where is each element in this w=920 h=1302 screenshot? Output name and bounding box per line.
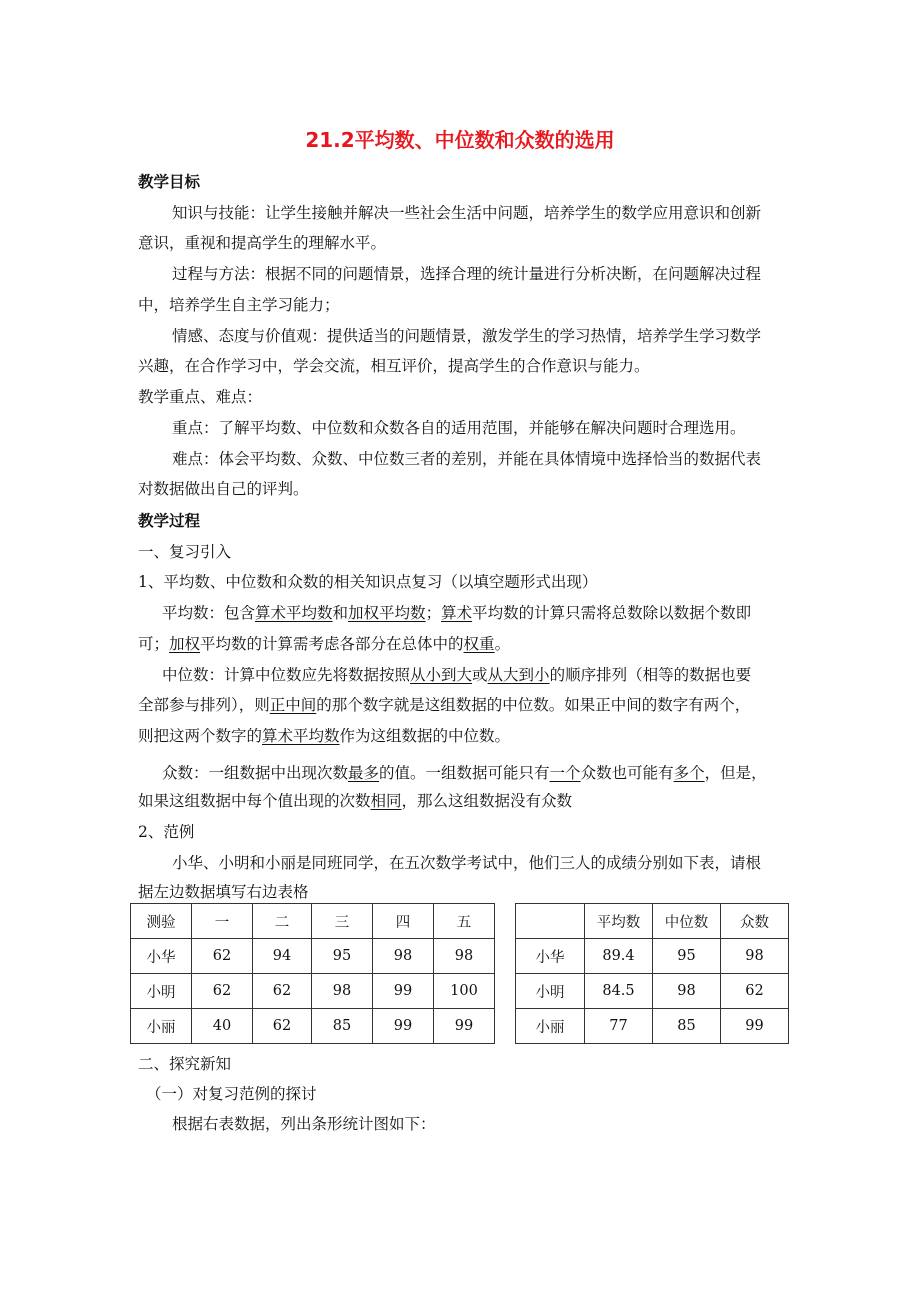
text: 平均数：包含 [162, 604, 256, 622]
blank-answer: 加权 [169, 635, 201, 653]
blank-answer: 算术平均数 [255, 604, 333, 622]
table-header-row [516, 904, 789, 939]
table-cell: 小明 [516, 974, 585, 1009]
blank-answer: 从小到大 [410, 666, 473, 684]
objectives-heading: 教学目标 [138, 173, 201, 191]
mode-line1 [162, 763, 767, 783]
keypoints-heading: 教学重点、难点： [138, 388, 263, 406]
table-cell: 99 [721, 1009, 789, 1044]
blank-answer: 加权平均数 [348, 604, 426, 622]
table-cell: 98 [373, 939, 434, 974]
objective-process-line2: 中，培养学生自主学习能力； [138, 296, 340, 314]
text: 。 [494, 635, 511, 653]
text: 可； [138, 635, 170, 653]
table-cell: 84.5 [585, 974, 653, 1009]
table-header-cell: 测验 [131, 904, 192, 939]
table-cell: 62 [721, 974, 789, 1009]
mean-line1 [162, 603, 751, 623]
objective-knowledge-line1: 知识与技能：让学生接触并解决一些社会生活中问题，培养学生的数学应用意识和创新 [172, 204, 762, 222]
blank-answer: 最多 [348, 764, 380, 782]
blank-answer: 算术平均数 [262, 727, 340, 745]
table-cell: 62 [192, 939, 253, 974]
text: 的值。一组数据可能只有 [379, 764, 550, 782]
table-row [516, 1009, 789, 1044]
mean-line2 [138, 634, 510, 654]
table-header-cell: 平均数 [585, 904, 653, 939]
table-header-cell: 中位数 [653, 904, 721, 939]
median-line2 [138, 695, 750, 715]
table-cell: 77 [585, 1009, 653, 1044]
text: 和 [332, 604, 349, 622]
section-explore: 二、探究新知 [138, 1055, 232, 1073]
text: 众数：一组数据中出现次数 [162, 764, 349, 782]
key-point: 重点：了解平均数、中位数和众数各自的适用范围，并能够在解决问题时合理选用。 [172, 419, 746, 437]
table-header-cell: 众数 [721, 904, 789, 939]
table-cell: 62 [253, 1009, 312, 1044]
scores-table [130, 903, 495, 1044]
table-row [131, 1009, 495, 1044]
table-row [131, 974, 495, 1009]
table-cell: 98 [434, 939, 495, 974]
objective-emotion-line1: 情感、态度与价值观：提供适当的问题情景，激发学生的学习热情，培养学生学习数学 [172, 327, 762, 345]
text: 全部参与排列），则 [138, 696, 270, 714]
text: 的那个数字就是这组数据的中位数。如果正中间的数字有两个， [316, 696, 751, 714]
table-header-cell [516, 904, 585, 939]
table-cell: 95 [653, 939, 721, 974]
text: ，但是， [704, 764, 767, 782]
text: 作为这组数据的中位数。 [339, 727, 511, 745]
table-header-cell: 一 [192, 904, 253, 939]
difficult-point-line2: 对数据做出自己的评判。 [138, 480, 309, 498]
table-cell: 小华 [131, 939, 192, 974]
text: 或 [472, 666, 488, 684]
text: 平均数的计算只需将总数除以数据个数即 [472, 604, 752, 622]
difficult-point-line1: 难点：体会平均数、众数、中位数三者的差别，并能在具体情境中选择恰当的数据代表 [172, 450, 762, 468]
explore-text: 根据右表数据，列出条形统计图如下： [172, 1115, 436, 1133]
table-cell: 98 [721, 939, 789, 974]
mode-line2 [138, 791, 572, 811]
text: ； [425, 604, 442, 622]
table-row [131, 939, 495, 974]
process-heading: 教学过程 [138, 512, 201, 530]
blank-answer: 正中间 [269, 696, 317, 714]
text: ，那么这组数据没有众数 [401, 792, 573, 810]
review-item-1: 1、平均数、中位数和众数的相关知识点复习（以填空题形式出现） [138, 573, 598, 591]
objective-emotion-line2: 兴趣，在合作学习中，学会交流，相互评价，提高学生的合作意识与能力。 [138, 357, 650, 375]
blank-answer: 相同 [370, 792, 402, 810]
text: 则把这两个数字的 [138, 727, 263, 745]
table-cell: 62 [192, 974, 253, 1009]
explore-subsection: （一）对复习范例的探讨 [146, 1085, 317, 1103]
table-cell: 89.4 [585, 939, 653, 974]
objective-process-line1: 过程与方法：根据不同的问题情景，选择合理的统计量进行分析决断，在问题解决过程 [172, 265, 762, 283]
table-cell: 99 [373, 974, 434, 1009]
table-header-cell: 五 [434, 904, 495, 939]
table-header-cell: 四 [373, 904, 434, 939]
table-cell: 小丽 [516, 1009, 585, 1044]
section-review: 一、复习引入 [138, 543, 232, 561]
blank-answer: 多个 [673, 764, 705, 782]
example-text-line1: 小华、小明和小丽是同班同学，在五次数学考试中，他们三人的成绩分别如下表，请根 [172, 854, 762, 872]
table-cell: 40 [192, 1009, 253, 1044]
text: 平均数的计算需考虑各部分在总体中的 [200, 635, 464, 653]
table-header-row [131, 904, 495, 939]
example-text-line2: 据左边数据填写右边表格 [138, 883, 309, 901]
table-cell: 98 [653, 974, 721, 1009]
blank-answer: 算术 [441, 604, 473, 622]
table-cell: 小明 [131, 974, 192, 1009]
table-cell: 98 [312, 974, 373, 1009]
table-cell: 85 [312, 1009, 373, 1044]
table-header-cell: 二 [253, 904, 312, 939]
text: 的顺序排列（相等的数据也要 [549, 666, 752, 684]
table-cell: 95 [312, 939, 373, 974]
stats-table [515, 903, 789, 1044]
table-cell: 85 [653, 1009, 721, 1044]
page-title: 21.2平均数、中位数和众数的选用 [305, 128, 615, 152]
table-cell: 小丽 [131, 1009, 192, 1044]
table-row [516, 939, 789, 974]
table-cell: 100 [434, 974, 495, 1009]
blank-answer: 权重 [463, 635, 495, 653]
text: 如果这组数据中每个值出现的次数 [138, 792, 371, 810]
table-row [516, 974, 789, 1009]
text: 中位数：计算中位数应先将数据按照 [162, 666, 411, 684]
table-cell: 94 [253, 939, 312, 974]
example-item: 2、范例 [138, 823, 195, 841]
blank-answer: 一个 [549, 764, 581, 782]
table-cell: 小华 [516, 939, 585, 974]
median-line1 [162, 665, 751, 685]
table-cell: 99 [373, 1009, 434, 1044]
table-header-cell: 三 [312, 904, 373, 939]
objective-knowledge-line2: 意识，重视和提高学生的理解水平。 [138, 234, 387, 252]
table-cell: 99 [434, 1009, 495, 1044]
median-line3 [138, 726, 510, 746]
text: 众数也可能有 [580, 764, 674, 782]
blank-answer: 从大到小 [487, 666, 550, 684]
table-cell: 62 [253, 974, 312, 1009]
